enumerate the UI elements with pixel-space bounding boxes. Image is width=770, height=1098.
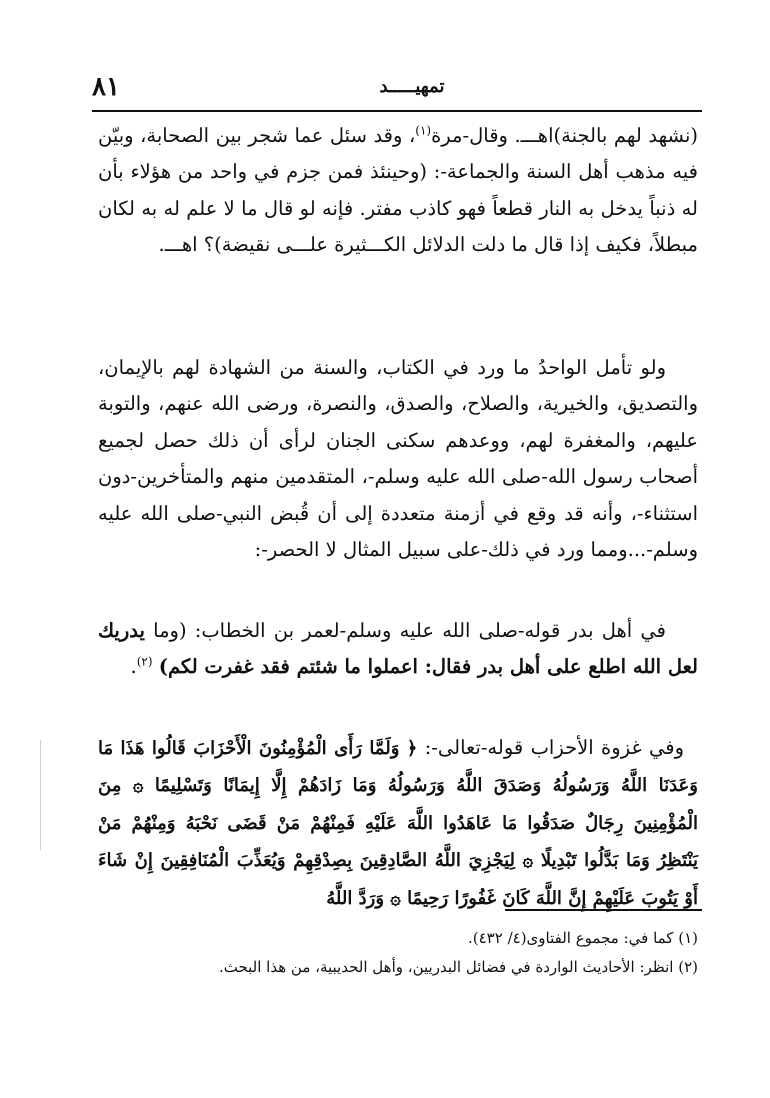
- paragraph-2: ولو تأمل الواحدُ ما ورد في الكتاب، والسنة من الشهادة لهم بالإيمان، والتصديق، والخيرية، والصلاح، والصدق، والنصرة، ورضى الله عنهم، والتوبة عليهم، والمغفرة لهم، ووعدهم سكنى الجنان لرأى أن ذلك حصل لجميع أصحاب رسول الله-صلى الله عليه وسلم-، المتقدمين منهم والمتأخرين-دون استثناء-، وأنه قد وقع في أزمنة متعددة إلى أن قُبض النبي-صلى الله عليه وسلم-...ومما ورد في ذلك-على سبيل المثال لا الحصر-:: [98, 356, 698, 562]
- paragraph-4-intro: وفي غزوة الأحزاب قوله-تعالى-:: [417, 736, 684, 759]
- hadith-quote: يدريك لعل الله اطلع على أهل بدر فقال: اعملوا ما شئتم فقد غفرت لكم): [98, 619, 698, 679]
- paragraph-3-intro: في أهل بدر قوله-صلى الله عليه وسلم-لعمر بن الخطاب: (وما: [153, 619, 666, 642]
- quran-verse: ﴿ وَلَمَّا رَأَى الْمُؤْمِنُونَ الْأَحْزَابَ قَالُوا هَذَا مَا وَعَدَنَا اللَّهُ وَرَسُولُهُ وَصَدَقَ اللَّهُ وَرَسُولُهُ وَمَا زَادَهُمْ إِلَّا إِيمَانًا وَتَسْلِيمًا ۞ مِنَ الْمُؤْمِنِينَ رِجَالٌ صَدَقُوا مَا عَاهَدُوا اللَّهَ عَلَيْهِ فَمِنْهُمْ مَنْ قَضَى نَحْبَهُ وَمِنْهُمْ مَنْ يَنْتَظِرُ وَمَا بَدَّلُوا تَبْدِيلًا ۞ لِيَجْزِيَ اللَّهُ الصَّادِقِينَ بِصِدْقِهِمْ وَيُعَذِّبَ الْمُنَافِقِينَ إِنْ شَاءَ أَوْ يَتُوبَ عَلَيْهِمْ إِنَّ اللَّهَ كَانَ غَفُورًا رَحِيمًا ۞ وَرَدَّ اللَّهُ: [98, 738, 698, 909]
- margin-line: [40, 740, 42, 850]
- footnote-1: (١) كما في: مجموع الفتاوى(٤/ ٤٣٢).: [468, 929, 698, 947]
- paragraph-1-rest: ، وقد سئل عما شجر بين الصحابة، وبيّن فيه مذهب أهل السنة والجماعة-: (وحينئذ فمن جزم في واحد من هؤلاء بأن له ذنباً يدخل به النار قطعاً فهو كاذب مفتر. فإنه لو قال ما لا علم له به لكان مبطلاً، فكيف إذا قال ما دلت الدلائل الكـــثيرة علـــى نقيضة)؟ اهـــ.: [98, 124, 698, 257]
- footnotes: [98, 924, 698, 982]
- footnote-rule: [505, 909, 702, 911]
- running-title: تمهيـــــد: [379, 76, 445, 97]
- paragraph-4: [98, 730, 698, 917]
- paragraph-3-end: .: [130, 655, 137, 679]
- main-text: [98, 118, 698, 917]
- footnote-ref-1: (١): [415, 123, 432, 138]
- page-header: [92, 72, 702, 106]
- paragraph-1: [98, 118, 698, 336]
- paragraph-1-start: (نشهد لهم بالجنة)اهـــ. وقال-مرة: [431, 124, 698, 147]
- footnote-ref-2: (٢): [136, 654, 153, 669]
- footnote-2: (٢) انظر: الأحاديث الواردة في فضائل البدريين، وأهل الحديبية، من هذا البحث.: [218, 958, 698, 976]
- paragraph-3: [98, 613, 698, 722]
- page-number: ٨١: [92, 72, 120, 102]
- header-rule: [92, 110, 702, 112]
